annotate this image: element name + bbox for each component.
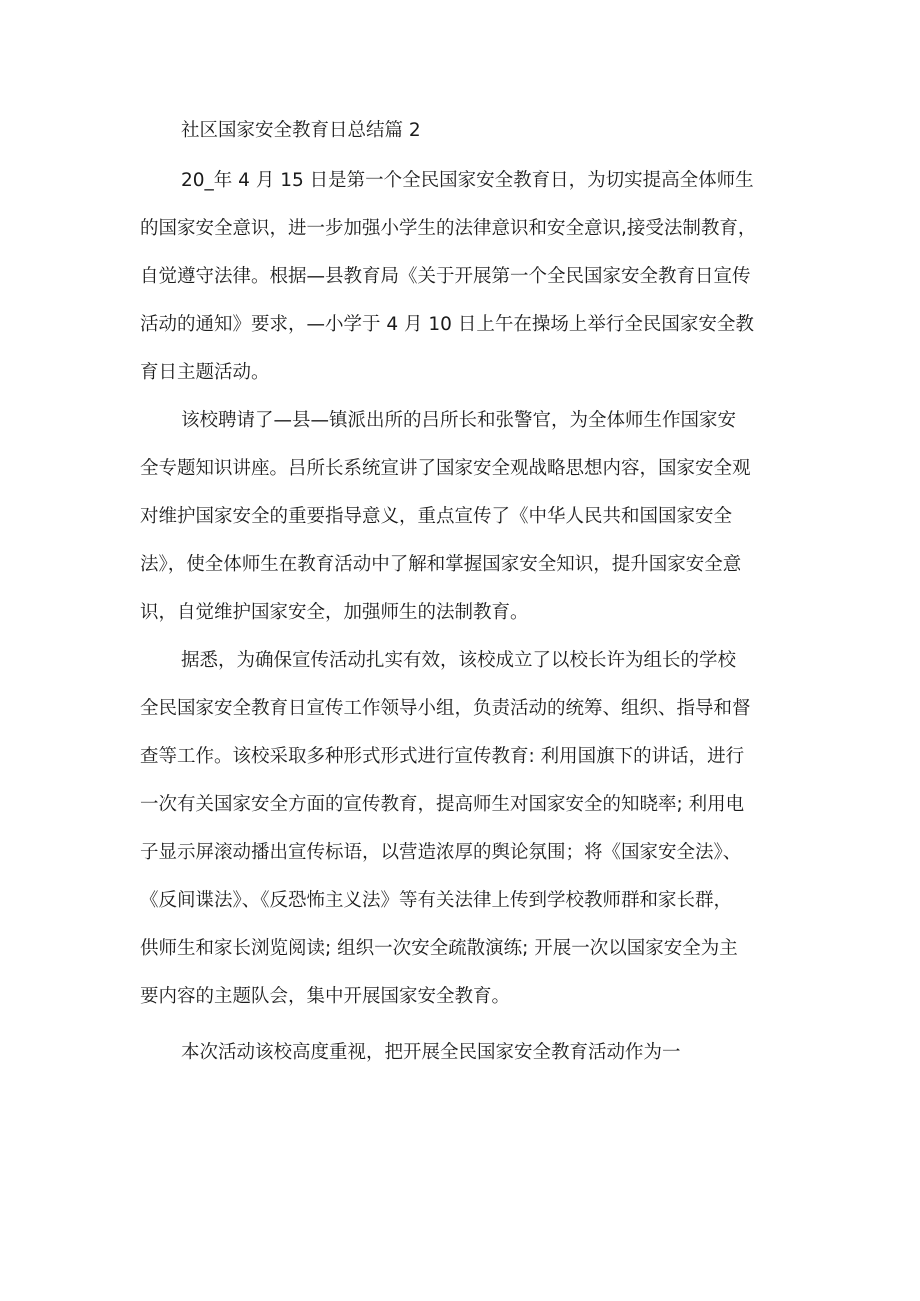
- paragraph-line: 一次有关国家安全方面的宣传教育，提高师生对国家安全的知晓率; 利用电: [140, 794, 745, 815]
- paragraph-line: 法》，使全体师生在教育活动中了解和掌握国家安全知识，提升国家安全意: [140, 554, 742, 575]
- paragraph-line: 的国家安全意识，进一步加强小学生的法律意识和安全意识,接受法制教育，: [140, 218, 757, 239]
- paragraph-line: 全专题知识讲座。吕所长系统宣讲了国家安全观战略思想内容，国家安全观: [140, 458, 751, 479]
- paragraph-line: 查等工作。该校采取多种形式形式进行宣传教育: 利用国旗下的讲话，进行: [140, 746, 745, 767]
- paragraph-line: 活动的通知》要求，—小学于 4 月 10 日上午在操场上举行全民国家安全教: [140, 314, 754, 335]
- paragraph-line: 供师生和家长浏览阅读; 组织一次安全疏散演练; 开展一次以国家安全为主: [140, 938, 738, 959]
- paragraph-line: 据悉，为确保宣传活动扎实有效，该校成立了以校长许为组长的学校: [181, 650, 737, 671]
- paragraph-line: 子显示屏滚动播出宣传标语，以营造浓厚的舆论氛围；将《国家安全法》、: [140, 842, 742, 863]
- paragraph-line: 对维护国家安全的重要指导意义，重点宣传了《中华人民共和国国家安全: [140, 506, 733, 527]
- paragraph-line: 自觉遵守法律。根据—县教育局《关于开展第一个全民国家安全教育日宣传: [140, 266, 751, 287]
- paragraph-line: 识，自觉维护国家安全，加强师生的法制教育。: [140, 602, 529, 623]
- paragraph-line: 《反间谍法》、《反恐怖主义法》等有关法律上传到学校教师群和家长群，: [140, 890, 733, 911]
- paragraph-line: 育日主题活动。: [140, 362, 270, 383]
- paragraph-line: 本次活动该校高度重视，把开展全民国家安全教育活动作为一: [181, 1042, 681, 1063]
- paragraph-line: 20_年 4 月 15 日是第一个全民国家安全教育日，为切实提高全体师生: [181, 170, 754, 191]
- document-title: 社区国家安全教育日总结篇 2: [181, 120, 421, 141]
- paragraph-line: 要内容的主题队会，集中开展国家安全教育。: [140, 986, 511, 1007]
- paragraph-line: 该校聘请了—县—镇派出所的吕所长和张警官，为全体师生作国家安: [181, 410, 737, 431]
- paragraph-line: 全民国家安全教育日宣传工作领导小组，负责活动的统筹、组织、指导和督: [140, 698, 751, 719]
